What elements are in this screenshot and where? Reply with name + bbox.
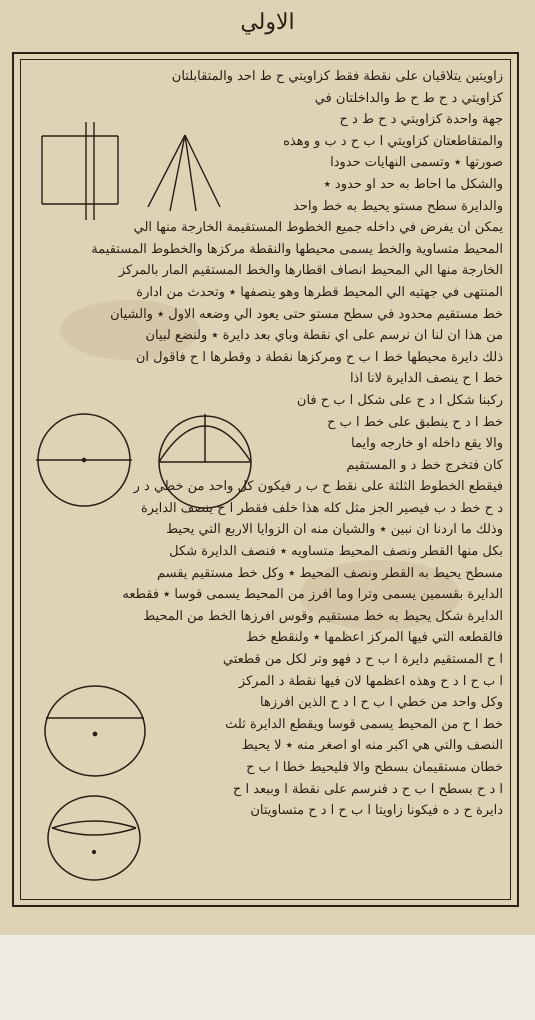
text-line: الخارجة منها الي المحيط انصاف اقطارها والخط المستقيم المار بالمركز xyxy=(118,263,503,279)
page-margin-bottom xyxy=(0,935,535,1020)
text-line: د ح خط د ب فيصير الجز مثل كله هذا خلف فقطر ا ح ينصف الدايرة xyxy=(140,500,503,516)
circle-chord-diagram xyxy=(40,682,150,780)
text-line: والا يقع داخله او خارجه وايما xyxy=(351,436,503,452)
text-line: ركبنا شكل ا د ح على شكل ا ب ح فان xyxy=(296,392,503,408)
semicircle-overlay-diagram xyxy=(150,400,260,510)
text-line: ا د ح بسطح ا ب ح د فنرسم على نقطة ا وببعد ا ح xyxy=(232,781,503,797)
text-line: والدايرة سطح مستو يحيط به خط واحد xyxy=(293,198,503,214)
text-line: ذلك دايرة محيطها خط ا ب ح ومركزها نقطة د وقطرها ا ح فاقول ان xyxy=(135,349,503,365)
text-line: زاويتين يتلاقيان على نقطة فقط كزاويتي ح ط احد والمتقابلتان xyxy=(171,69,503,84)
text-line: جهة واحدة كزاويتي د ح ط د ح xyxy=(339,112,503,128)
text-line: ا ح المستقيم دايرة ا ب ح د فهو وتر لكل من قطعتي xyxy=(222,652,503,668)
text-line: مسطح يحيط به القطر ونصف المحيط ٭ وكل خط مستقيم يقسم xyxy=(156,565,503,581)
text-line: والشكل ما احاط به حد او حدود ٭ xyxy=(323,176,503,192)
text-line: وكل واحد من خطي ا ب ح ا د ح الذين افرزها xyxy=(260,695,503,711)
text-line: فيقطع الخطوط الثلثة على نقط ح ب ر فيكون كل واحد من خطي د ر xyxy=(133,479,503,495)
text-line: النصف والتي هي اكبر منه او اصغر منه ٭ لا يحيط xyxy=(241,738,503,754)
text-line: دايرة ح د ه فيكونا زاويتا ا ب ح ا د ح متساويتان xyxy=(250,803,503,819)
text-line: كان فتخرج خط د و المستقيم xyxy=(346,457,503,473)
text-line: خط ا ح ينصف الدايرة لانا اذا xyxy=(349,371,503,387)
text-line: خط ا د ح ينطبق على خط ا ب ح xyxy=(327,414,503,430)
text-line: المنتهى في جهتيه الي المحيط قطرها وهو ينصفها ٭ وتحدث من ادارة xyxy=(136,284,503,300)
text-line: الدايرة شكل يحيط به خط مستقيم وقوس افرزها الخط من المحيط xyxy=(143,608,503,624)
text-line: بكل منها القطر ونصف المحيط متساويه ٭ فنصف الدايرة شكل xyxy=(169,544,503,560)
text-line: كزاويتي د ح ط ح ط والداخلتان في xyxy=(314,90,503,106)
circle-diameter-diagram xyxy=(32,408,137,513)
text-line: صورتها ٭ وتسمى النهايات حدودا xyxy=(330,155,503,171)
text-line: خطان مستقيمان بسطح والا فليحيط خطا ا ب ح xyxy=(246,760,503,775)
text-line: يمكن ان يفرض في داخله جميع الخطوط المستقيمة الخارجة منها الي xyxy=(133,220,503,236)
text-line: من هذا ان لنا ان نرسم على اي نقطة وباي بعد دايرة ٭ ولنضع لبيان xyxy=(145,328,503,344)
text-line: والمتقاطعتان كزاويتي ا ب ح د ب و وهذه xyxy=(283,133,503,149)
angle-rays-diagram xyxy=(140,125,230,225)
text-line: المحيط متساوية والخط يسمى محيطها والنقطة مركزها والخطوط المستقيمة xyxy=(91,241,503,257)
text-line: الدايرة بقسمين يسمى وترا وما افرز من المحيط يسمى قوسا ٭ فقطعه xyxy=(122,587,503,603)
text-line: وذلك ما اردنا ان نبين ٭ والشيان منه ان الزوايا الاربع التي يحيط xyxy=(166,522,503,538)
text-line: ا ب ح ا د ح وهذه اعظمها لان فيها نقطة د المركز xyxy=(238,673,503,689)
text-line: خط مستقيم محدود في سطح مستو حتى يعود الي وضعه الاول ٭ والشيان xyxy=(110,306,503,322)
circle-lens-diagram xyxy=(44,792,144,884)
parallel-lines-diagram xyxy=(30,118,130,228)
page-header: الاولي xyxy=(240,10,295,35)
text-line: فالقطعه التي فيها المركز اعظمها ٭ ولنقطع خط xyxy=(246,630,503,646)
text-line: خط ا ح من المحيط يسمى قوسا ويقطع الدايرة ثلث xyxy=(225,716,503,732)
